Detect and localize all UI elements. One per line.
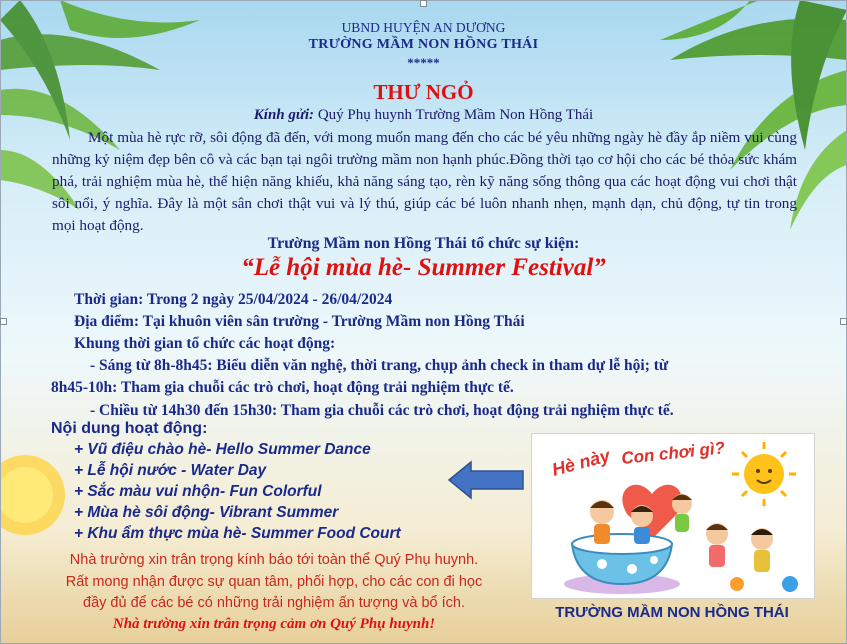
activity-item: + Vũ điệu chào hè- Hello Summer Dance [74, 441, 371, 458]
sun-icon [732, 442, 796, 506]
summer-kids-picture [531, 433, 815, 599]
school-name: TRƯỜNG MẦM NON HỒNG THÁI [308, 37, 539, 52]
afternoon-schedule: - Chiều từ 14h30 đến 15h30: Tham gia chuỗi các trò chơi, hoạt động trải nghiệm thực tế. [90, 402, 674, 419]
closing-line-2: Rất mong nhận được sự quan tâm, phối hợp, cho các con đi học [65, 574, 483, 590]
teacup-icon [564, 534, 680, 594]
resize-handle-left[interactable] [0, 318, 7, 325]
time-line: Thời gian: Trong 2 ngày 25/04/2024 - 26/04/2024 [74, 291, 393, 308]
greeting-line [0, 107, 847, 124]
school-footer-label: TRƯỜNG MẦM NON HỒNG THÁI [555, 604, 789, 621]
activity-item: + Khu ẩm thực mùa hè- Summer Food Court [74, 525, 401, 542]
activity-item: + Mùa hè sôi động- Vibrant Summer [74, 504, 339, 521]
page-title: THƯ NGỎ [373, 80, 474, 104]
activity-item: + Lễ hội nước - Water Day [74, 462, 267, 479]
closing-line-1: Nhà trường xin trân trọng kính báo tới toàn thể Quý Phụ huynh. [69, 552, 479, 568]
left-arrow-icon [447, 460, 525, 500]
resize-handle-right[interactable] [840, 318, 847, 325]
morning-schedule-line-1: - Sáng từ 8h-8h45: Biểu diễn văn nghệ, thời trang, chụp ảnh check in tham dự lễ hội; từ [90, 357, 669, 374]
activity-item: + Sắc màu vui nhộn- Fun Colorful [74, 483, 322, 500]
morning-schedule-line-2: 8h45-10h: Tham gia chuỗi các trò chơi, hoạt động trải nghiệm thực tế. [51, 379, 514, 396]
greeting-label: Kính gửi: [253, 107, 315, 123]
kids-illustration [532, 434, 814, 598]
activities-heading: Nội dung hoạt động: [51, 420, 208, 437]
intro-paragraph: Một mùa hè rực rỡ, sôi động đã đến, với mong muốn mang đến cho các bé yêu những ngày hè đầy ắp niềm vui cùng những kỷ niệm đẹp bên cô và các bạn tại ngôi trường mầm non hạnh phúc.Đồng thời tạo cơ hội cho các bé thỏa sức khám phá, trải nghiệm mùa hè, thể hiện năng khiếu, khả năng sáng tạo, rèn kỹ năng sống thông qua các hoạt động vui chơi thật sôi nổi, ý nghĩa. Đây là một sân chơi thật vui và lý thú, giúp các bé luôn nhanh nhẹn, mạnh dạn, chủ động, tự tin trong mọi hoạt động. [52, 129, 797, 234]
schedule-heading: Khung thời gian tổ chức các hoạt động: [74, 335, 336, 352]
event-intro: Trường Mầm non Hồng Thái tổ chức sự kiện: [267, 235, 580, 252]
closing-line-3: đầy đủ để các bé có những trải nghiệm ấn tượng và bổ ích. [83, 595, 465, 611]
resize-handle-top[interactable] [420, 0, 427, 7]
picture-caption-2: Con chơi gì? [620, 438, 726, 468]
greeting-text: Quý Phụ huynh Trường Mầm Non Hồng Thái [314, 107, 594, 123]
event-name: “Lễ hội mùa hè- Summer Festival” [241, 254, 606, 281]
org-name: UBND HUYỆN AN DƯƠNG [341, 20, 506, 35]
header-stars: ***** [407, 55, 440, 70]
picture-caption-1: Hè này [549, 445, 613, 480]
place-line: Địa điểm: Tại khuôn viên sân trường - Trường Mầm non Hồng Thái [74, 313, 525, 330]
thanks-line: Nhà trường xin trân trọng cảm ơn Quý Phụ huynh! [112, 616, 436, 632]
